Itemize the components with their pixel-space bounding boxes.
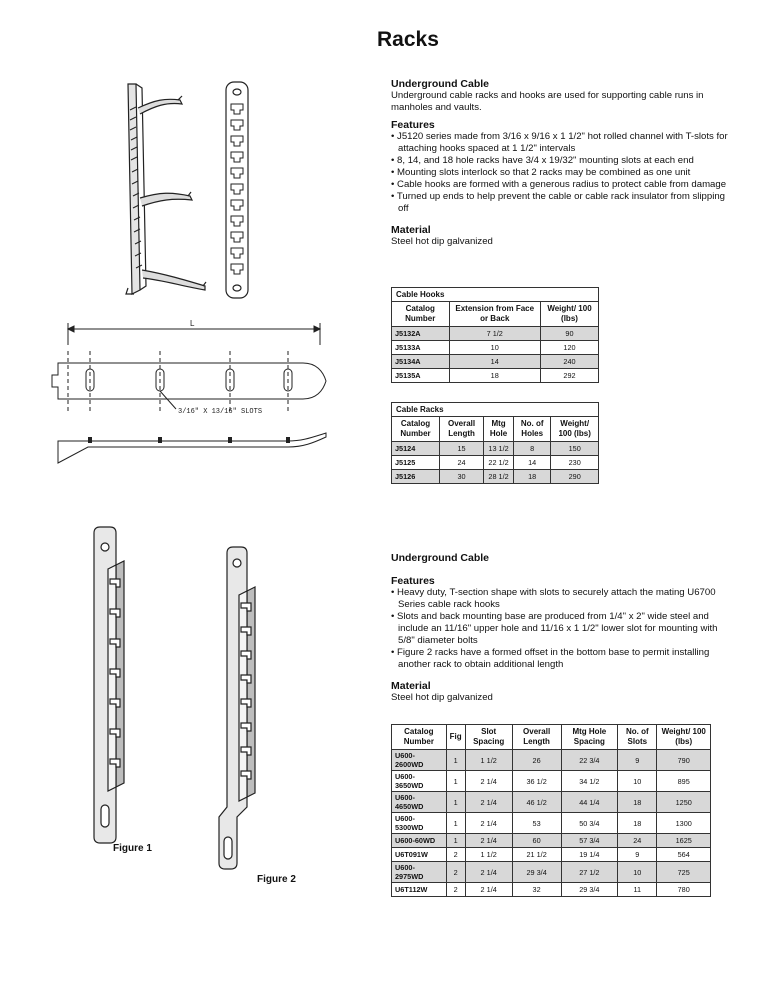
table-cell: J5124 (392, 442, 440, 456)
slot-label: 3/16" X 13/16" SLOTS (178, 408, 263, 416)
table-row (392, 771, 711, 792)
figure1-rack-illustration (90, 525, 142, 845)
section2 (391, 552, 731, 704)
table-cell: 1250 (657, 792, 711, 813)
table-cell: 1 (446, 813, 465, 834)
table-cell: 32 (512, 883, 561, 897)
feature-item: • Figure 2 racks have a formed offset in the bottom base to permit installing another rack to obtain additional length (391, 647, 731, 671)
table-cell: 15 (440, 442, 484, 456)
table-cell: U600-60WD (392, 834, 447, 848)
dimension-label: L (190, 319, 195, 328)
table-cell: 57 3/4 (561, 834, 618, 848)
table-cell: 1 (446, 771, 465, 792)
table-cell: 22 1/2 (484, 456, 514, 470)
table-cell: 24 (440, 456, 484, 470)
section1-material-heading: Material (391, 224, 431, 236)
cable-hook-technical-drawing (48, 315, 333, 475)
table-cell: 2 1/4 (465, 834, 512, 848)
table-cell: 18 (618, 813, 657, 834)
table-row (392, 470, 599, 484)
table-cell: 22 3/4 (561, 750, 618, 771)
table-cell: 8 (514, 442, 551, 456)
feature-item: • Mounting slots interlock so that 2 racks may be combined as one unit (391, 167, 731, 179)
table-cell: 564 (657, 848, 711, 862)
table-cell: 60 (512, 834, 561, 848)
table-cell: 292 (540, 369, 598, 383)
table-cell: 290 (551, 470, 599, 484)
table-cell: 29 3/4 (561, 883, 618, 897)
table-row (392, 355, 599, 369)
table-cell: U600-2975WD (392, 862, 447, 883)
figure1-label: Figure 1 (113, 843, 152, 854)
column-header: Extension from Face or Back (449, 302, 540, 327)
section2-features-list (391, 587, 731, 671)
table-cell: 895 (657, 771, 711, 792)
cable-racks-title: Cable Racks (391, 402, 599, 416)
table-cell: 2 1/4 (465, 771, 512, 792)
column-header: Catalog Number (392, 725, 447, 750)
cable-racks-table (391, 402, 599, 484)
column-header: Weight/ 100 (lbs) (540, 302, 598, 327)
section2-material: Steel hot dip galvanized (391, 692, 493, 703)
table-cell: 120 (540, 341, 598, 355)
feature-item: • Cable hooks are formed with a generous radius to protect cable from damage (391, 179, 731, 191)
section1 (391, 78, 731, 248)
table-cell: 2 (446, 848, 465, 862)
feature-item: • J5120 series made from 3/16 x 9/16 x 1 1/2" hot rolled channel with T-slots for attaching hooks spaced at 1 1/2" intervals (391, 131, 731, 155)
section1-features-list (391, 131, 731, 215)
table-cell: 44 1/4 (561, 792, 618, 813)
table-cell: 2 1/4 (465, 813, 512, 834)
table-row (392, 848, 711, 862)
figure2-label: Figure 2 (257, 874, 296, 885)
table-cell: 230 (551, 456, 599, 470)
table-row (392, 456, 599, 470)
table-cell: 46 1/2 (512, 792, 561, 813)
column-header: Catalog Number (392, 302, 450, 327)
table-cell: 1625 (657, 834, 711, 848)
table-cell: 240 (540, 355, 598, 369)
table-cell: J5133A (392, 341, 450, 355)
table-cell: 28 1/2 (484, 470, 514, 484)
table-cell: 50 3/4 (561, 813, 618, 834)
table-cell: U6T091W (392, 848, 447, 862)
figure2-rack-illustration (215, 545, 277, 875)
table-cell: J5132A (392, 327, 450, 341)
feature-item: • Slots and back mounting base are produced from 1/4" x 2" wide steel and include an 11/16" upper hole and 11/16 x 1 1/2" lower slot for mounting with 5/8" diameter bolts (391, 611, 731, 647)
table-cell: 53 (512, 813, 561, 834)
section2-heading: Underground Cable (391, 552, 490, 564)
table-row (392, 750, 711, 771)
table-cell: 90 (540, 327, 598, 341)
table-cell: 18 (514, 470, 551, 484)
table-cell: J5134A (392, 355, 450, 369)
section2-material-heading: Material (391, 680, 431, 692)
column-header: Weight/ 100 (lbs) (657, 725, 711, 750)
table-cell: 7 1/2 (449, 327, 540, 341)
column-header: Fig (446, 725, 465, 750)
feature-item: • 8, 14, and 18 hole racks have 3/4 x 19/32" mounting slots at each end (391, 155, 731, 167)
cable-rack-front-view-illustration (218, 80, 258, 302)
table-cell: 2 1/4 (465, 792, 512, 813)
table-cell: 2 1/4 (465, 883, 512, 897)
column-header: Catalog Number (392, 417, 440, 442)
column-header: Mtg Hole Spacing (561, 725, 618, 750)
table-row (392, 327, 599, 341)
section1-heading: Underground Cable (391, 78, 490, 90)
table-cell: 27 1/2 (561, 862, 618, 883)
table-cell: 34 1/2 (561, 771, 618, 792)
table-cell: 780 (657, 883, 711, 897)
section2-features-heading: Features (391, 575, 435, 587)
table-cell: 14 (449, 355, 540, 369)
table-cell: 13 1/2 (484, 442, 514, 456)
table-cell: 2 (446, 883, 465, 897)
table-cell: U600-2600WD (392, 750, 447, 771)
table-row (392, 883, 711, 897)
table-row (392, 369, 599, 383)
cable-hooks-table (391, 287, 599, 383)
table-cell: 19 1/4 (561, 848, 618, 862)
table-cell: 790 (657, 750, 711, 771)
table-row (392, 442, 599, 456)
table-row (392, 341, 599, 355)
table-cell: 9 (618, 848, 657, 862)
table-row (392, 862, 711, 883)
table-cell: 36 1/2 (512, 771, 561, 792)
table-cell: 30 (440, 470, 484, 484)
table-cell: J5125 (392, 456, 440, 470)
feature-item: • Heavy duty, T-section shape with slots to securely attach the mating U6700 Series cable rack hooks (391, 587, 731, 611)
table-cell: 2 (446, 862, 465, 883)
cable-rack-with-hooks-illustration (110, 80, 210, 302)
table-cell: 1300 (657, 813, 711, 834)
column-header: Slot Spacing (465, 725, 512, 750)
column-header: No. of Slots (618, 725, 657, 750)
table-cell: 10 (618, 771, 657, 792)
table-cell: 1 1/2 (465, 750, 512, 771)
table-cell: 14 (514, 456, 551, 470)
section1-intro: Underground cable racks and hooks are used for supporting cable runs in manholes and vaults. (391, 90, 704, 113)
section1-material: Steel hot dip galvanized (391, 236, 493, 247)
cable-hooks-title: Cable Hooks (391, 287, 599, 301)
table-cell: 10 (449, 341, 540, 355)
table-cell: 1 (446, 792, 465, 813)
table-cell: U600-4650WD (392, 792, 447, 813)
table-cell: 29 3/4 (512, 862, 561, 883)
table-cell: 18 (449, 369, 540, 383)
table-cell: U600-3650WD (392, 771, 447, 792)
table-cell: 1 (446, 834, 465, 848)
table-cell: 1 1/2 (465, 848, 512, 862)
column-header: Overall Length (440, 417, 484, 442)
page-title: Racks (377, 28, 439, 51)
table-row (392, 792, 711, 813)
feature-item: • Turned up ends to help prevent the cable or cable rack insulator from slipping off (391, 191, 731, 215)
table-row (392, 834, 711, 848)
table-cell: 18 (618, 792, 657, 813)
table-cell: J5126 (392, 470, 440, 484)
column-header: Weight/ 100 (lbs) (551, 417, 599, 442)
table-cell: J5135A (392, 369, 450, 383)
table-cell: 150 (551, 442, 599, 456)
table-cell: 24 (618, 834, 657, 848)
table-cell: 11 (618, 883, 657, 897)
table-cell: 9 (618, 750, 657, 771)
table-cell: 725 (657, 862, 711, 883)
section1-features-heading: Features (391, 119, 435, 131)
column-header: Overall Length (512, 725, 561, 750)
table-cell: U6T112W (392, 883, 447, 897)
column-header: No. of Holes (514, 417, 551, 442)
table-cell: 26 (512, 750, 561, 771)
table-cell: U600-5300WD (392, 813, 447, 834)
u600-rack-table (391, 724, 711, 897)
table-row (392, 813, 711, 834)
table-cell: 10 (618, 862, 657, 883)
table-cell: 1 (446, 750, 465, 771)
column-header: Mtg Hole (484, 417, 514, 442)
table-cell: 2 1/4 (465, 862, 512, 883)
table-cell: 21 1/2 (512, 848, 561, 862)
